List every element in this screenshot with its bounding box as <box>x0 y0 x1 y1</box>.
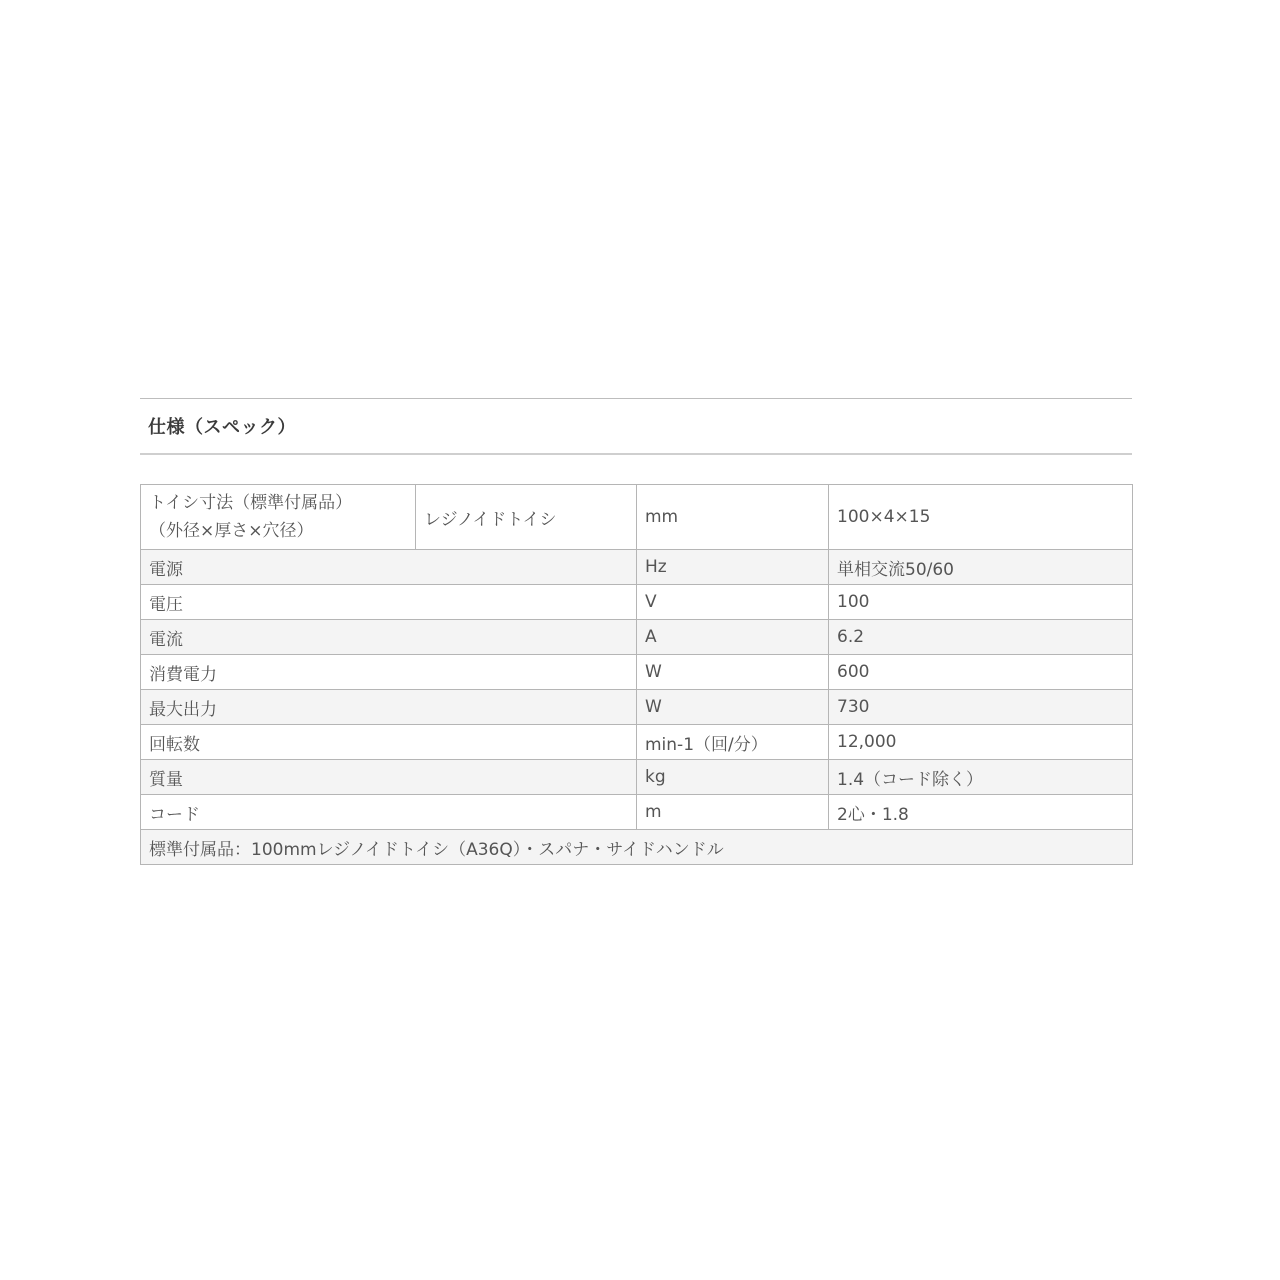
table-row <box>141 550 1133 585</box>
spec-label: 消費電力 <box>141 655 637 690</box>
spec-unit: W <box>637 655 829 690</box>
spec-table <box>140 484 1133 865</box>
section-header <box>140 398 1132 455</box>
spec-label-cell <box>141 485 416 550</box>
spec-value: 2心・1.8 <box>829 795 1133 830</box>
spec-value: 12,000 <box>829 725 1133 760</box>
table-row <box>141 795 1133 830</box>
spec-section <box>140 398 1132 865</box>
table-row <box>141 585 1133 620</box>
spec-unit: m <box>637 795 829 830</box>
spec-value: 100 <box>829 585 1133 620</box>
spec-label: 最大出力 <box>141 690 637 725</box>
spec-unit: W <box>637 690 829 725</box>
spec-value: 100×4×15 <box>829 485 1133 550</box>
spec-value: 1.4（コード除く） <box>829 760 1133 795</box>
spec-label-line1: トイシ寸法（標準付属品） <box>149 493 353 513</box>
spec-value: 730 <box>829 690 1133 725</box>
spec-label: 電圧 <box>141 585 637 620</box>
spec-label: コード <box>141 795 637 830</box>
spec-value: 単相交流50/60 <box>829 550 1133 585</box>
spec-unit: A <box>637 620 829 655</box>
section-title: 仕様（スペック） <box>148 417 296 438</box>
spec-label-line2: （外径×厚さ×穴径） <box>149 521 314 541</box>
spec-unit: Hz <box>637 550 829 585</box>
spec-unit: V <box>637 585 829 620</box>
table-row <box>141 690 1133 725</box>
accessories-note: 標準付属品：100mmレジノイドトイシ（A36Q）・スパナ・サイドハンドル <box>141 830 1133 865</box>
table-row-wheel-size <box>141 485 1133 550</box>
table-row <box>141 655 1133 690</box>
spec-unit: kg <box>637 760 829 795</box>
spec-label: 電流 <box>141 620 637 655</box>
spec-unit: mm <box>637 485 829 550</box>
table-row <box>141 725 1133 760</box>
spec-value: 600 <box>829 655 1133 690</box>
spec-sublabel: レジノイドトイシ <box>416 485 637 550</box>
table-row <box>141 620 1133 655</box>
spec-value: 6.2 <box>829 620 1133 655</box>
table-row <box>141 760 1133 795</box>
spec-unit: min-1（回/分） <box>637 725 829 760</box>
spec-label: 質量 <box>141 760 637 795</box>
spec-label: 電源 <box>141 550 637 585</box>
spec-label: 回転数 <box>141 725 637 760</box>
table-row-footer <box>141 830 1133 865</box>
